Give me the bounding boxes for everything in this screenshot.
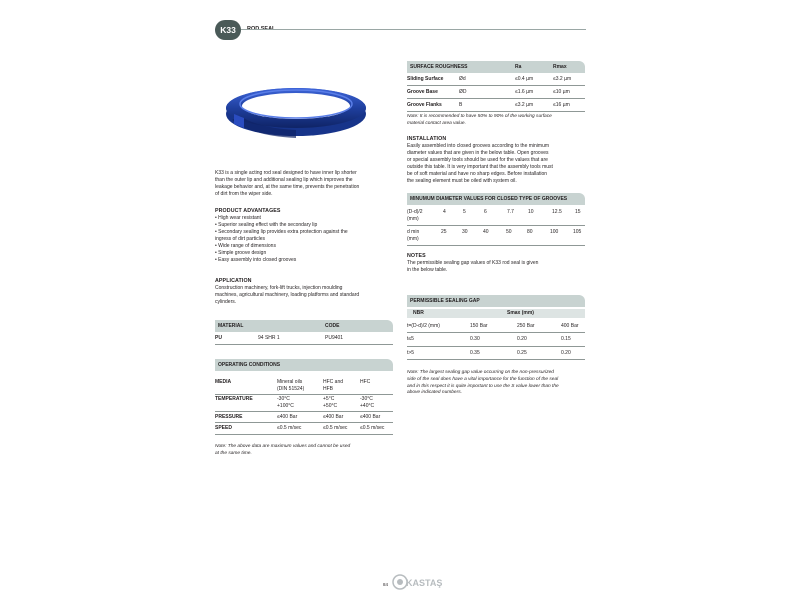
table-cell: 30: [462, 229, 468, 235]
row-divider: [407, 225, 585, 226]
sealing-gap-header: [407, 295, 585, 307]
table-cell: ≤16 µm: [553, 102, 570, 108]
row-divider: [407, 111, 585, 112]
table-cell: 0.20: [517, 336, 527, 342]
table-cell: 40: [483, 229, 489, 235]
row-divider: [407, 85, 585, 86]
notes-text: [407, 260, 538, 274]
table-cell: 80: [527, 229, 533, 235]
table-cell: 0.20: [561, 350, 571, 356]
table-cell: PU9401: [325, 335, 344, 341]
operating-conditions-table: [215, 359, 393, 441]
table-title: OPERATING CONDITIONS: [218, 362, 281, 368]
table-cell: 0.25: [517, 350, 527, 356]
table-cell: Ød: [459, 76, 466, 82]
table-cell: +5°C: [323, 396, 335, 402]
note-line: Note: The largest sealing gap value occurring on the non-pressurized: [407, 370, 554, 375]
row-divider: [215, 411, 393, 412]
row-label: Groove Flanks: [407, 102, 442, 108]
row-label: t>5: [407, 350, 415, 356]
table-cell: -30°C: [360, 396, 373, 402]
column-header: 250 Bar: [517, 323, 535, 329]
list-item: • Wide range of dimensions: [215, 243, 276, 249]
table-cell: 15: [575, 209, 581, 215]
note-line: Note: The above data are maximum values and cannot be used: [215, 444, 351, 449]
installation-line: or special assembly tools should be used for the values that are: [407, 156, 548, 163]
note-line: at the same time.: [215, 450, 252, 456]
row-divider: [407, 245, 585, 246]
material-table-header: [215, 320, 393, 332]
row-label: (D-d)/2: [407, 209, 423, 215]
row-divider: [407, 346, 585, 347]
roughness-table-header: [407, 61, 585, 73]
page-number: 84: [383, 582, 389, 587]
intro-line: of dirt from the wiper side.: [215, 190, 273, 197]
material-table: [215, 320, 393, 350]
table-cell: 0.30: [470, 336, 480, 342]
intro-line: than the outer lip and additional sealing lip which improves the: [215, 176, 353, 183]
operating-note: [215, 444, 350, 458]
sealing-gap-note: [407, 370, 559, 397]
table-cell: (DIN 51524): [277, 386, 305, 392]
table-cell: 94 SHR 1: [258, 335, 280, 341]
table-cell: 10: [528, 209, 534, 215]
application-text: [215, 285, 359, 306]
row-label: MEDIA: [215, 379, 232, 385]
row-divider: [407, 332, 585, 333]
table-cell: 0.15: [561, 336, 571, 342]
list-item: ingress of dirt particles: [215, 236, 266, 242]
table-cell: 6: [484, 209, 487, 215]
table-cell: HFC and: [323, 379, 344, 385]
note-line: Note: It is recommended to have 50% to 90% of the working surface: [407, 114, 552, 119]
column-header: CODE: [325, 323, 340, 329]
note-line: above indicated numbers.: [407, 390, 462, 396]
row-label: SPEED: [215, 425, 232, 431]
table-cell: ≤1.6 µm: [515, 89, 534, 95]
list-item: • High wear resistant: [215, 215, 261, 221]
installation-text: [407, 143, 553, 184]
table-cell: 12.5: [552, 209, 562, 215]
table-cell: 5: [463, 209, 466, 215]
table-cell: ≤10 µm: [553, 89, 570, 95]
column-header: Smax (mm): [507, 310, 534, 316]
column-header: 150 Bar: [470, 323, 488, 329]
table-cell: ≤0.5 m/sec: [277, 425, 302, 431]
table-cell: -30°C: [277, 396, 290, 402]
table-cell: ≤0.4 µm: [515, 76, 534, 82]
rod-seal-image: [222, 84, 370, 142]
application-line: machines, agricultural machinery, loading platforms and standard: [215, 291, 360, 298]
notes-line: in the below table.: [407, 266, 448, 273]
row-label: Groove Base: [407, 89, 438, 95]
installation-line: diameter values that are given in the below table. Open grooves: [407, 149, 549, 156]
table-cell: B: [459, 102, 463, 108]
column-header: t=(D-d)/2 (mm): [407, 323, 440, 329]
list-item: • Secondary sealing lip provides extra protection against the: [215, 229, 348, 235]
installation-line: outside this table. It is very important that the assembly tools must: [407, 163, 553, 170]
row-divider: [407, 98, 585, 99]
advantages-list: [215, 215, 348, 264]
table-cell: 4: [443, 209, 446, 215]
surface-roughness-table: [407, 61, 585, 113]
table-cell: HFB: [323, 386, 333, 392]
table-cell: Mineral oils: [277, 379, 303, 385]
row-label: (mm): [407, 216, 419, 222]
table-cell: ≤0.5 m/sec: [323, 425, 348, 431]
row-divider: [215, 434, 393, 435]
kastas-logo: [392, 573, 452, 591]
table-cell: HFC: [360, 379, 371, 385]
installation-line: the sealing element must be oiled with system oil.: [407, 177, 517, 184]
table-cell: ≤400 Bar: [277, 414, 298, 420]
row-divider: [215, 394, 393, 395]
note-line: material contact area value.: [407, 120, 466, 126]
column-header: MATERIAL: [218, 323, 244, 329]
table-cell: +50°C: [323, 403, 338, 409]
sealing-gap-table: [407, 295, 585, 361]
product-code-badge: K33: [215, 20, 241, 40]
min-diameter-table: [407, 193, 585, 249]
note-line: and in this respect it is quite important to use the S value lower than the: [407, 383, 559, 389]
table-cell: +40°C: [360, 403, 375, 409]
intro-line: leakage behavior and, at the same time, prevents the penetration: [215, 183, 360, 190]
table-cell: +100°C: [277, 403, 294, 409]
table-cell: PU: [215, 335, 222, 341]
application-line: Construction machinery, fork-lift trucks, injection moulding: [215, 285, 343, 291]
application-heading: APPLICATION: [215, 278, 252, 284]
row-divider: [215, 344, 393, 345]
list-item: • Superior sealing effect with the secondary lip: [215, 222, 318, 228]
row-label: (mm): [407, 236, 419, 242]
installation-line: be of soft material and have no sharp edges. Before installation: [407, 170, 548, 177]
table-cell: ≤0.5 m/sec: [360, 425, 385, 431]
roughness-note: [407, 114, 552, 128]
advantages-heading: PRODUCT ADVANTAGES: [215, 208, 281, 214]
application-line: cylinders.: [215, 298, 237, 305]
table-cell: ≤3.2 µm: [515, 102, 534, 108]
subheader-bar: [407, 309, 585, 318]
intro-line: K33 is a single acting rod seal designed to have inner lip shorter: [215, 170, 357, 176]
table-title: MINUMUM DIAMETER VALUES FOR CLOSED TYPE OF GROOVES: [410, 196, 568, 202]
row-label: TEMPERATURE: [215, 396, 253, 402]
header-rule: [241, 29, 586, 30]
list-item: • Easy assembly into closed grooves: [215, 257, 297, 263]
row-divider: [215, 422, 393, 423]
notes-heading: NOTES: [407, 253, 426, 259]
table-cell: ≤400 Bar: [323, 414, 344, 420]
table-cell: 105: [573, 229, 582, 235]
operating-table-header: [215, 359, 393, 371]
table-cell: ≤400 Bar: [360, 414, 381, 420]
row-label: Sliding Surface: [407, 76, 444, 82]
table-cell: 7.7: [507, 209, 514, 215]
row-divider: [407, 359, 585, 360]
row-label: PRESSURE: [215, 414, 243, 420]
intro-text: [215, 170, 395, 198]
list-item: • Simple groove design: [215, 250, 267, 256]
column-header: Ra: [515, 64, 522, 70]
min-diameter-header: [407, 193, 585, 205]
row-label: d min: [407, 229, 420, 235]
table-cell: 50: [506, 229, 512, 235]
table-cell: ≤3.2 µm: [553, 76, 572, 82]
row-label: t≤5: [407, 336, 414, 342]
column-header: NBR: [413, 310, 424, 316]
notes-line: The permissible sealing gap values of K33 rod seal is given: [407, 260, 539, 266]
table-cell: 25: [441, 229, 447, 235]
column-header: 400 Bar: [561, 323, 579, 329]
table-title: PERMISSIBLE SEALING GAP: [410, 298, 480, 304]
table-cell: ØD: [459, 89, 467, 95]
table-cell: 100: [550, 229, 559, 235]
installation-line: Easily assembled into closed grooves according to the minimum: [407, 143, 550, 149]
note-line: side of the seal does have a vital importance for the function of the seal: [407, 376, 559, 382]
column-header: SURFACE ROUGHNESS: [410, 64, 468, 70]
svg-text:KASTAŞ: KASTAŞ: [406, 578, 443, 588]
column-header: Rmax: [553, 64, 567, 70]
table-cell: 0.35: [470, 350, 480, 356]
installation-heading: INSTALLATION: [407, 136, 447, 142]
